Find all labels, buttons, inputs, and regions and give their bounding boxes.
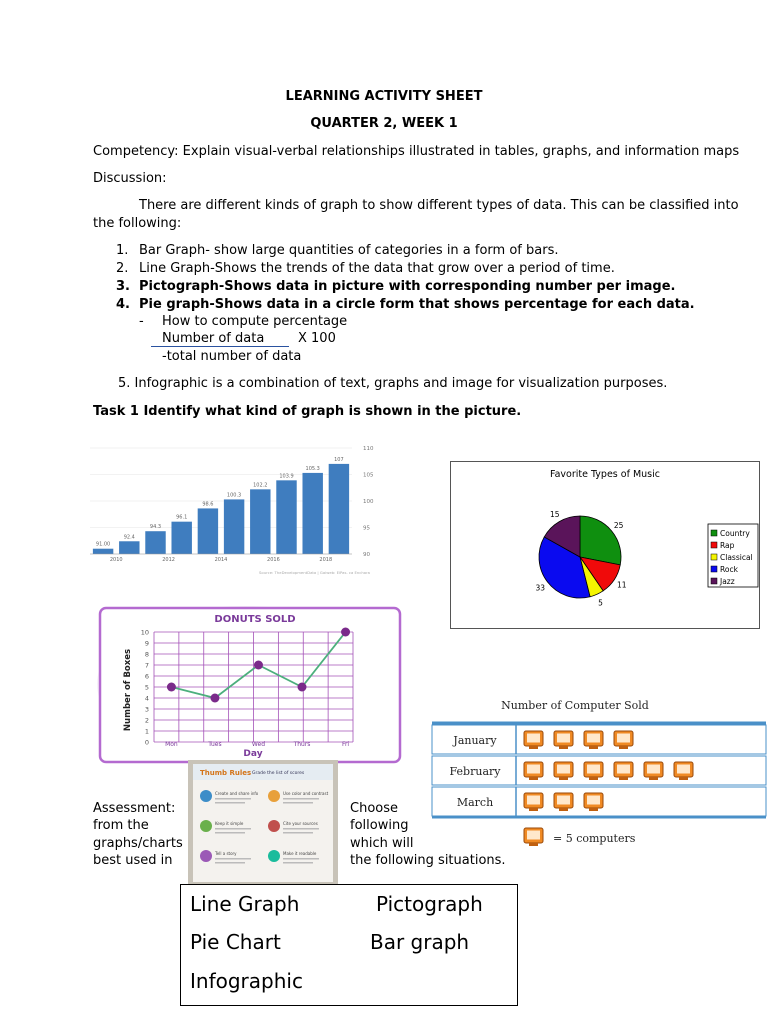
- computer-screen: [677, 765, 690, 774]
- computer-stand: [529, 808, 538, 811]
- data-point: [298, 683, 307, 692]
- poster-item-text: Use color and contrast: [283, 791, 329, 796]
- bar: [171, 522, 191, 554]
- computer-screen: [527, 734, 540, 743]
- bar-value-label: 91.00: [95, 541, 111, 548]
- computer-stand: [589, 746, 598, 749]
- computer-screen: [587, 765, 600, 774]
- intro-line-2: the following:: [93, 216, 182, 231]
- computer-stand: [589, 808, 598, 811]
- computer-screen: [527, 831, 540, 840]
- bar: [276, 480, 296, 554]
- list-item: Pictograph-Shows data in picture with corresponding number per image.: [139, 279, 676, 294]
- y-tick-label: 10: [140, 628, 149, 637]
- poster-url: Grade the list of scores: [252, 771, 305, 776]
- discussion-label: Discussion:: [93, 171, 167, 186]
- poster-text-line: [215, 802, 245, 804]
- assessment-right-line: which will: [350, 836, 414, 851]
- choice-line-graph: Line Graph: [190, 892, 300, 916]
- list-number: 3.: [116, 279, 130, 294]
- list-item-5: 5. Infographic is a combination of text, graphs and image for visualization purposes.: [118, 376, 668, 391]
- y-tick-label: 90: [363, 552, 370, 558]
- legend-label: Classical: [720, 553, 753, 562]
- formula-numerator: Number of data: [162, 331, 265, 346]
- formula-how: How to compute percentage: [162, 314, 348, 329]
- x-tick-label: 2012: [162, 557, 175, 563]
- row-label: January: [453, 734, 497, 747]
- poster-item-text: Keep it simple: [215, 821, 244, 826]
- x-tick-label: 2018: [319, 557, 333, 563]
- list-number: 4.: [116, 297, 130, 312]
- pie-title: Favorite Types of Music: [550, 469, 660, 480]
- legend-swatch: [711, 566, 717, 572]
- bar-value-label: 107: [334, 456, 344, 463]
- pie-slice-label: 15: [549, 509, 560, 519]
- computer-icon: [554, 762, 573, 780]
- bar-value-label: 92.4: [123, 534, 135, 541]
- bar: [198, 508, 218, 554]
- x-tick-label: Thurs: [293, 741, 311, 748]
- choice-bar-graph: Bar graph: [370, 930, 470, 954]
- list-item: Bar Graph- show large quantities of categories in a form of bars.: [139, 243, 559, 258]
- line-chart: [95, 602, 405, 772]
- poster-item-text: Create and share info: [215, 791, 259, 796]
- computer-icon: [614, 731, 633, 749]
- data-point: [254, 661, 263, 670]
- legend-swatch: [711, 578, 717, 584]
- legend-swatch: [711, 530, 717, 536]
- poster-heading: Thumb Rules: [200, 769, 252, 777]
- poster-item-text: Tell a story: [215, 851, 237, 856]
- fraction-line: [151, 346, 289, 347]
- y-tick-label: 1: [144, 727, 149, 736]
- key-label: = 5 computers: [553, 832, 636, 845]
- bar-value-label: 103.9: [279, 473, 294, 480]
- x-tick-label: 2016: [267, 557, 280, 563]
- assessment-left-line: best used in: [93, 853, 173, 868]
- x-tick-label: Wed: [251, 741, 266, 748]
- y-tick-label: 6: [144, 672, 149, 681]
- computer-stand: [649, 777, 658, 780]
- computer-icon: [614, 762, 633, 780]
- bar: [250, 489, 270, 554]
- y-tick-label: 95: [363, 525, 370, 532]
- bar: [224, 499, 244, 554]
- pie-chart: [450, 461, 760, 629]
- infographic-photo: [188, 760, 338, 884]
- row-label: March: [456, 796, 494, 809]
- bar: [119, 541, 139, 554]
- assessment-left-line: graphs/charts: [93, 836, 183, 851]
- y-tick-label: 110: [363, 446, 374, 452]
- computer-screen: [617, 734, 630, 743]
- y-tick-label: 9: [144, 639, 149, 648]
- bar: [329, 464, 349, 554]
- poster-text-line: [215, 832, 245, 834]
- key-computer-icon: [524, 828, 543, 846]
- computer-screen: [557, 796, 570, 805]
- computer-stand: [559, 746, 568, 749]
- bar: [145, 531, 165, 554]
- poster-item-icon: [268, 790, 280, 802]
- bar-chart: [80, 440, 380, 580]
- assessment-right-line: Choose: [350, 801, 398, 816]
- data-point: [210, 694, 219, 703]
- page-subtitle: QUARTER 2, WEEK 1: [310, 116, 458, 131]
- y-tick-label: 7: [144, 661, 149, 670]
- computer-screen: [617, 765, 630, 774]
- formula-dash: -: [139, 314, 144, 329]
- data-point: [167, 683, 176, 692]
- computer-screen: [527, 765, 540, 774]
- pie-slice-label: 11: [616, 580, 627, 590]
- poster-item-icon: [268, 820, 280, 832]
- poster-item-icon: [200, 790, 212, 802]
- y-tick-label: 105: [363, 472, 374, 479]
- poster-text-line: [283, 802, 313, 804]
- poster-item-icon: [200, 820, 212, 832]
- computer-screen: [647, 765, 660, 774]
- list-number: 1.: [116, 243, 129, 258]
- computer-icon: [524, 793, 543, 811]
- y-tick-label: 0: [144, 738, 149, 747]
- computer-screen: [587, 734, 600, 743]
- line-title: DONUTS SOLD: [214, 614, 296, 625]
- computer-screen: [557, 765, 570, 774]
- computer-icon: [644, 762, 663, 780]
- computer-icon: [554, 793, 573, 811]
- poster-text-line: [283, 858, 319, 860]
- formula-times: X 100: [298, 331, 336, 346]
- computer-stand: [619, 746, 628, 749]
- y-tick-label: 5: [144, 683, 149, 692]
- pie-slice-label: 33: [535, 583, 546, 593]
- legend-swatch: [711, 542, 717, 548]
- computer-stand: [559, 777, 568, 780]
- legend-label: Rock: [720, 565, 738, 574]
- legend-swatch: [711, 554, 717, 560]
- y-tick-label: 2: [144, 716, 149, 725]
- legend-label: Country: [720, 529, 750, 538]
- computer-screen: [527, 796, 540, 805]
- computer-icon: [554, 731, 573, 749]
- computer-stand: [679, 777, 688, 780]
- assessment-right-line: following: [350, 818, 409, 833]
- x-tick-label: 2014: [214, 557, 228, 563]
- x-tick-label: Fri: [341, 741, 350, 748]
- pie-slice-label: 25: [613, 521, 624, 531]
- chart-source: Source: TheDevelopmentData | Gaiweb: ElPas. ca Enchara: [259, 570, 370, 575]
- y-tick-label: 3: [144, 705, 149, 714]
- computer-screen: [587, 796, 600, 805]
- assessment-left-line: from the: [93, 818, 149, 833]
- assessment-left-line: Assessment:: [93, 801, 176, 816]
- bar-value-label: 98.6: [202, 501, 214, 508]
- y-axis-label: Number of Boxes: [123, 648, 133, 732]
- computer-icon: [584, 793, 603, 811]
- list-item: Line Graph-Shows the trends of the data that grow over a period of time.: [139, 261, 615, 276]
- y-tick-label: 4: [144, 694, 149, 703]
- task-heading: Task 1 Identify what kind of graph is shown in the picture.: [93, 404, 522, 419]
- list-number: 2.: [116, 261, 129, 276]
- poster-text-line: [215, 858, 251, 860]
- bar: [302, 473, 322, 554]
- computer-stand: [589, 777, 598, 780]
- computer-icon: [524, 762, 543, 780]
- list-item: Pie graph-Shows data in a circle form that shows percentage for each data.: [139, 297, 695, 312]
- computer-screen: [557, 734, 570, 743]
- pictograph: [430, 694, 768, 854]
- competency: Competency: Explain visual-verbal relationships illustrated in tables, graphs, and information maps: [93, 144, 740, 159]
- bar-value-label: 105.3: [305, 465, 320, 472]
- computer-stand: [529, 777, 538, 780]
- y-tick-label: 100: [363, 499, 374, 505]
- computer-stand: [529, 843, 538, 846]
- bar-value-label: 102.2: [253, 482, 268, 489]
- pie-slice-label: 5: [598, 598, 603, 608]
- computer-stand: [619, 777, 628, 780]
- poster-text-line: [283, 798, 319, 800]
- bar-value-label: 96.1: [176, 514, 188, 521]
- picto-title: Number of Computer Sold: [501, 699, 649, 712]
- legend-label: Rap: [720, 541, 735, 550]
- row-label: February: [449, 765, 501, 778]
- assessment-right-line: the following situations.: [350, 853, 506, 868]
- page-title: LEARNING ACTIVITY SHEET: [285, 89, 483, 104]
- poster-item-icon: [268, 850, 280, 862]
- bar-value-label: 94.3: [149, 524, 162, 531]
- poster-text-line: [283, 828, 319, 830]
- x-tick-label: 2010: [109, 557, 123, 563]
- data-point: [341, 628, 350, 637]
- poster-item-text: Cite your sources: [283, 821, 318, 826]
- choice-pie-chart: Pie Chart: [190, 930, 281, 954]
- bar-value-label: 100.3: [226, 492, 242, 499]
- poster-item-text: Make it readable: [283, 851, 317, 856]
- choice-pictograph: Pictograph: [376, 892, 483, 916]
- poster-text-line: [215, 798, 251, 800]
- poster-text-line: [215, 828, 251, 830]
- computer-icon: [584, 731, 603, 749]
- x-tick-label: Mon: [165, 741, 178, 748]
- intro-line-1: There are different kinds of graph to show different types of data. This can be classified into: [139, 198, 739, 213]
- y-tick-label: 8: [144, 650, 149, 659]
- bar: [93, 549, 113, 554]
- computer-icon: [524, 731, 543, 749]
- computer-stand: [559, 808, 568, 811]
- poster-item-icon: [200, 850, 212, 862]
- x-axis-label: Day: [243, 749, 263, 759]
- poster-text-line: [283, 862, 313, 864]
- x-tick-label: Tues: [208, 741, 222, 748]
- computer-stand: [529, 746, 538, 749]
- choice-infographic: Infographic: [190, 969, 303, 993]
- computer-icon: [584, 762, 603, 780]
- legend-label: Jazz: [720, 577, 735, 586]
- poster-text-line: [283, 832, 313, 834]
- computer-icon: [674, 762, 693, 780]
- formula-denominator: -total number of data: [162, 349, 302, 364]
- choices-box: [180, 884, 518, 1006]
- poster-text-line: [215, 862, 245, 864]
